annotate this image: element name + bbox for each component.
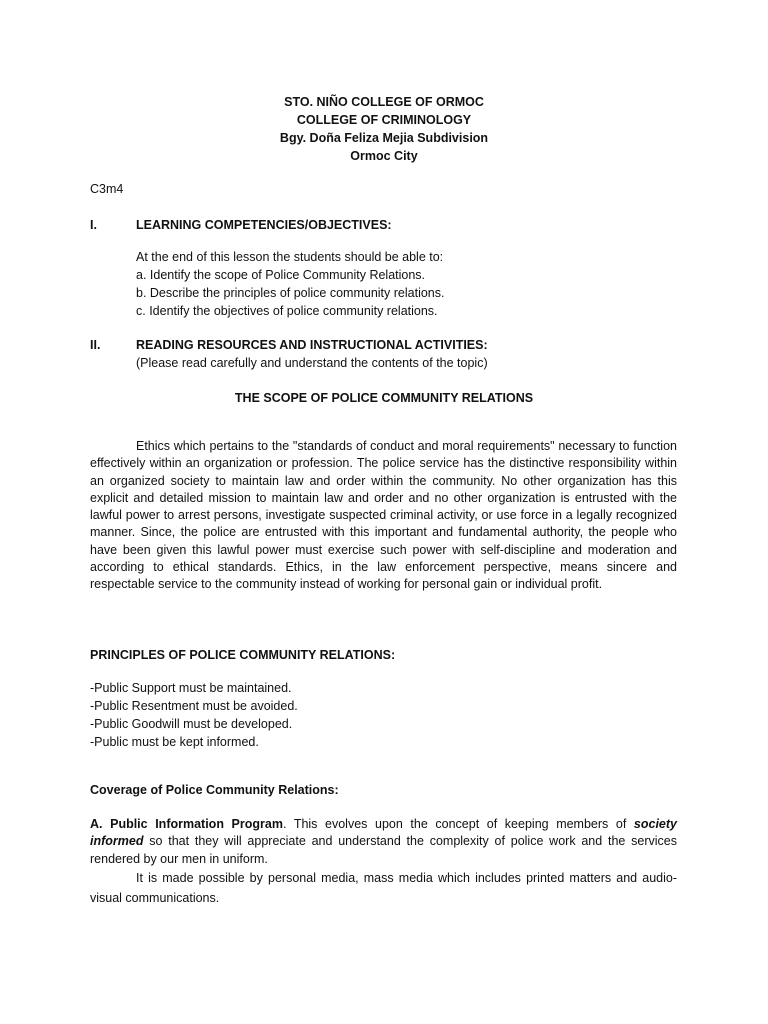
- program-a-emphasis: society informed: [90, 817, 678, 849]
- objective-item: b. Describe the principles of police community relations.: [136, 286, 445, 300]
- city-line: Ormoc City: [350, 149, 418, 163]
- principle-item: -Public Resentment must be avoided.: [90, 699, 298, 713]
- objective-item: a. Identify the scope of Police Community Relations.: [136, 268, 426, 282]
- scope-title: THE SCOPE OF POLICE COMMUNITY RELATIONS: [234, 391, 534, 405]
- document-header: [0, 93, 768, 165]
- ethics-paragraph: [90, 438, 677, 594]
- college-name: COLLEGE OF CRIMINOLOGY: [296, 113, 472, 127]
- principle-item: -Public Goodwill must be developed.: [90, 717, 293, 731]
- principle-item: -Public must be kept informed.: [90, 735, 259, 749]
- ethics-paragraph-text: Ethics which pertains to the "standards of conduct and moral requirements" necessary to function effectively within an organization or profession. The police service has the distinctive responsibility within an organized society to maintain law and order within the community. No other organization has this explicit and detailed mission to maintain law and order and no other organization is entrusted with the lawful power to arrest persons, investigate suspected criminal activity, or use force in a legally recognized manner. Since, the police are entrusted with this important and fundamental authority, the people who have been given this lawful power must exercise such power with self-discipline and moderation and according to ethical standards. Ethics, in the law enforcement perspective, means sincere and respectable service to the community instead of working for personal gain or individual profit.: [90, 439, 677, 592]
- section-1-title: LEARNING COMPETENCIES/OBJECTIVES:: [136, 218, 392, 232]
- program-a-text-after: so that they will appreciate and understand the complexity of police work and the services rendered by our men in uniform.: [90, 834, 677, 866]
- program-a-second-paragraph: [90, 868, 677, 908]
- program-a-label: A. Public Information Program: [90, 817, 283, 831]
- coverage-title: Coverage of Police Community Relations:: [90, 783, 339, 797]
- section-2-title: READING RESOURCES AND INSTRUCTIONAL ACTIVITIES:: [136, 338, 488, 352]
- principles-list: [90, 679, 298, 751]
- course-code: C3m4: [90, 182, 124, 196]
- program-a-paragraph: [90, 816, 677, 868]
- objectives-intro: At the end of this lesson the students should be able to:: [136, 250, 444, 264]
- principle-item: -Public Support must be maintained.: [90, 681, 292, 695]
- objectives-list: [136, 248, 444, 320]
- section-2-note: (Please read carefully and understand the contents of the topic): [136, 356, 488, 370]
- program-a-text-before: . This evolves upon the concept of keeping members of: [282, 817, 634, 831]
- section-1-numeral: I.: [90, 218, 97, 232]
- section-2-numeral: II.: [90, 338, 101, 352]
- school-name: STO. NIÑO COLLEGE OF ORMOC: [284, 95, 484, 109]
- objective-item: c. Identify the objectives of police community relations.: [136, 304, 438, 318]
- principles-title: PRINCIPLES OF POLICE COMMUNITY RELATIONS:: [90, 648, 396, 662]
- program-a-second-text: It is made possible by personal media, mass media which includes printed matters and audio-visual communications.: [90, 871, 677, 905]
- address-line: Bgy. Doña Feliza Mejia Subdivision: [279, 131, 489, 145]
